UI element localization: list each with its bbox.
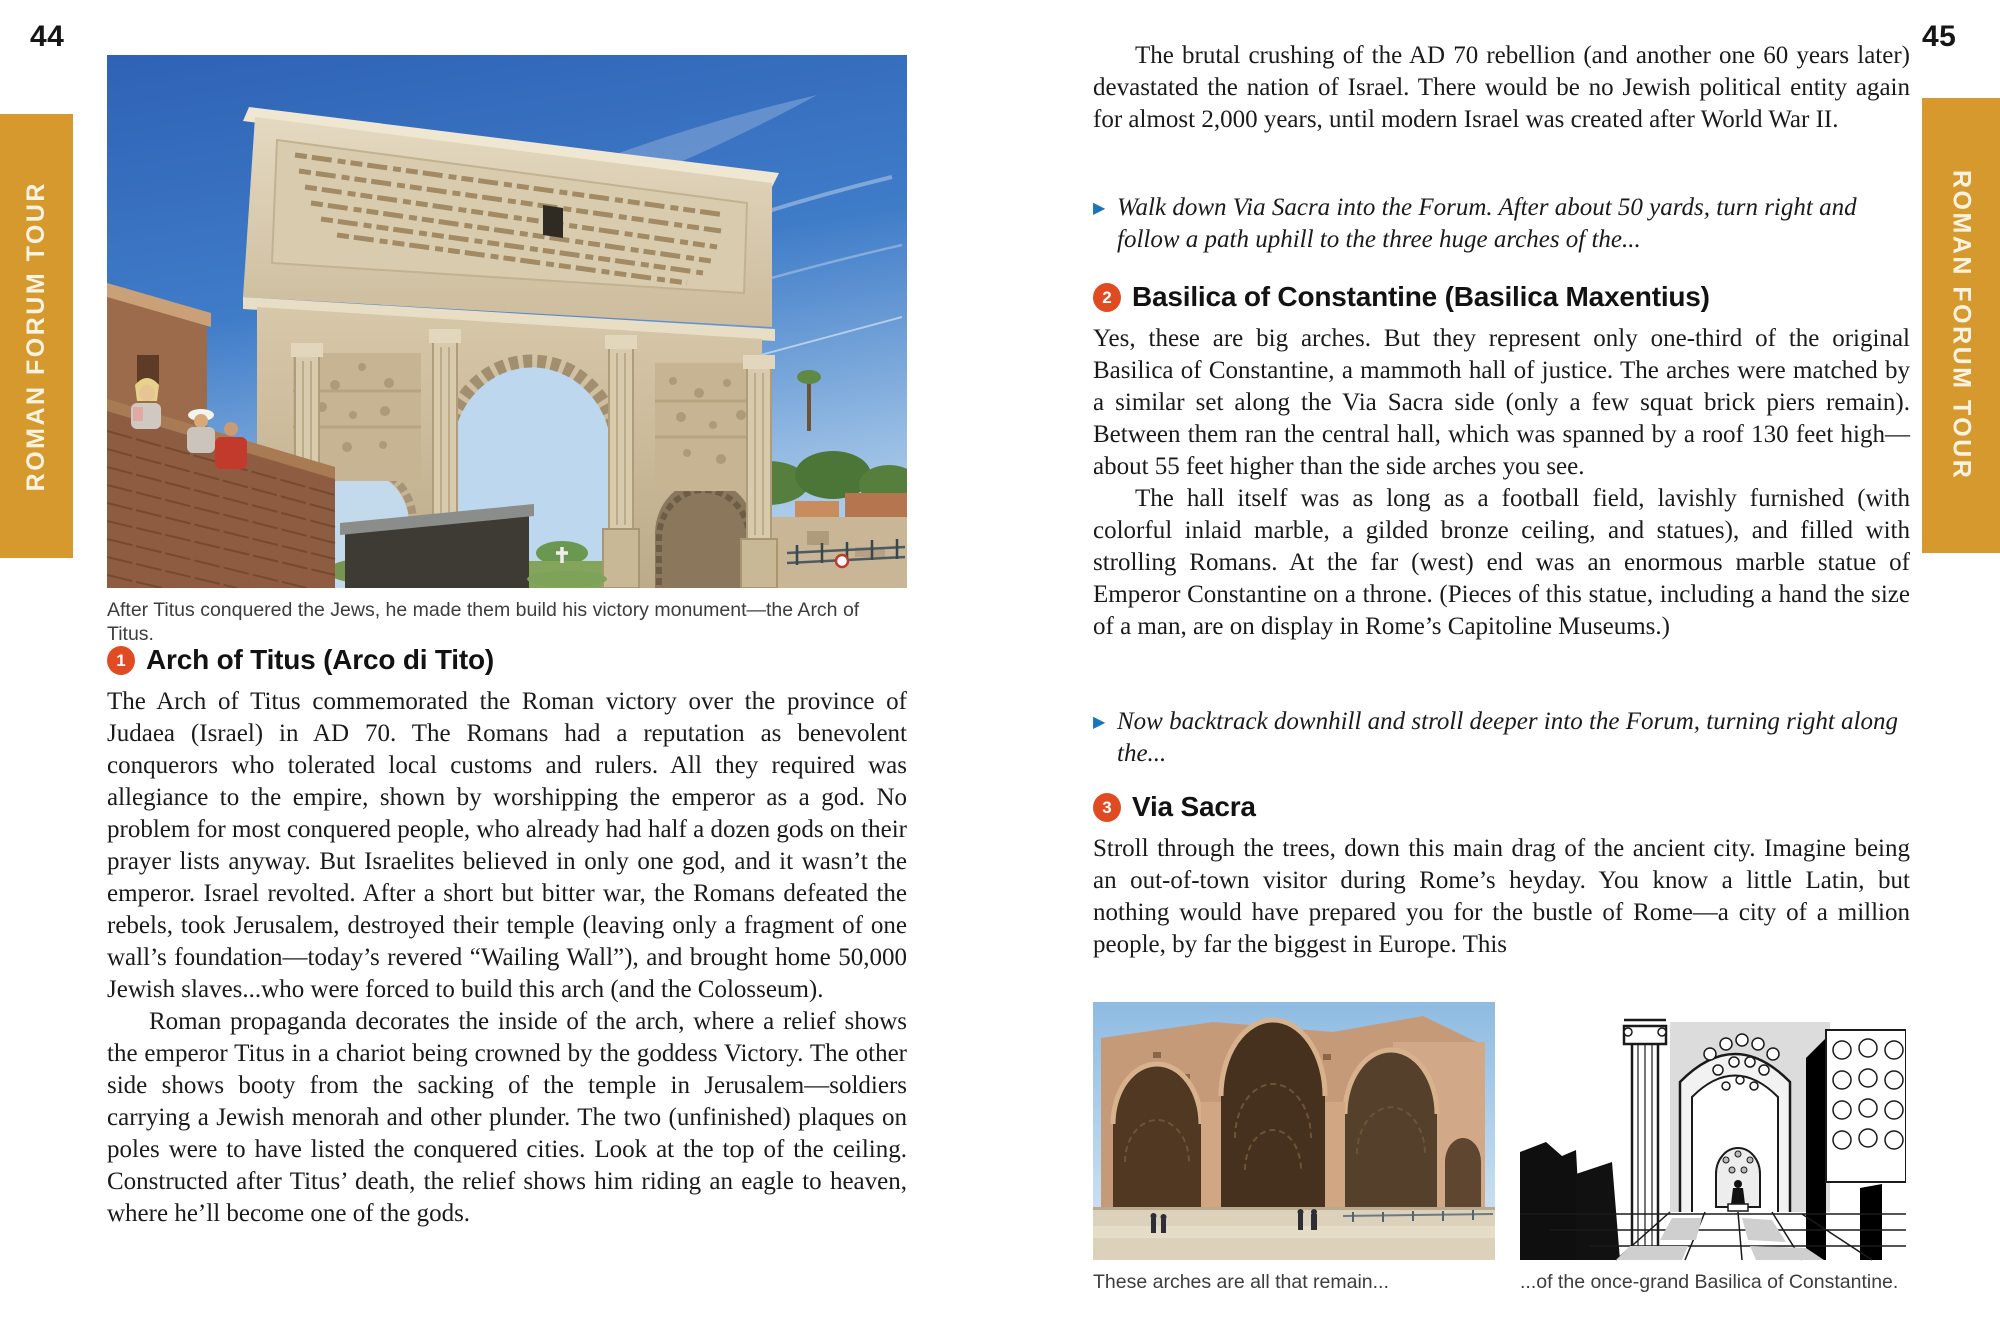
left-tab-label: ROMAN FORUM TOUR	[22, 180, 50, 492]
section-1-title: Arch of Titus (Arco di Tito)	[146, 644, 495, 675]
right-tab-roman-forum-tour	[1922, 98, 2000, 553]
section-1-heading	[107, 645, 907, 676]
walk-arrow-icon: ▶	[1093, 198, 1106, 217]
section-arch-of-titus	[107, 645, 907, 1230]
section-3-title: Via Sacra	[1132, 791, 1256, 822]
section-via-sacra	[1093, 792, 1910, 961]
section-3-paragraph-1: Stroll through the trees, down this main drag of the ancient city. Imagine being an out-of-town visitor during Rome’s heyday. You know a little Latin, but nothing would have prepared you for the bustle of Rome—a city of a million people, by far the biggest in Europe. This	[1093, 834, 1910, 958]
basilica-photo-caption: These arches are all that remain...	[1093, 1271, 1389, 1293]
right-tab-label: ROMAN FORUM TOUR	[1947, 170, 1976, 481]
section-1-paragraph-2: Roman propaganda decorates the inside of the arch, where a relief shows the emperor Titus in a chariot being crowned by the goddess Victory. The other side shows booty from the sacking of the temple in Jerusalem—soldiers carrying a Jewish menorah and other plunder. The two (unfinished) plaques on poles were to have listed the conquered cities. Look at the top of the ceiling. Constructed after Titus’ death, the relief shows him riding an eagle to heaven, where he’ll become one of the gods.	[107, 1007, 907, 1227]
step-2-badge-icon: 2	[1093, 283, 1121, 312]
section-2-paragraph-2: The hall itself was as long as a football field, lavishly furnished (with colorful inlaid marble, a gilded bronze ceiling, and statues), and filled with strolling Romans. At the far (west) end was an enormous marble statue of Emperor Constantine on a throne. (Pieces of this statue, including a hand the size of a man, are on display in Rome’s Capitoline Museums.)	[1093, 484, 1910, 640]
section-3-heading	[1093, 792, 1910, 823]
walking-direction-2	[1093, 706, 1910, 770]
page-number-left: 44	[30, 20, 65, 53]
basilica-arches-photo	[1093, 1000, 1495, 1262]
walking-direction-2-text: Now backtrack downhill and stroll deeper into the Forum, turning right along the...	[1117, 708, 1898, 767]
basilica-drawing-illustration	[1520, 1000, 1906, 1262]
basilica-drawing-caption: ...of the once-grand Basilica of Constantine.	[1520, 1271, 1899, 1293]
section-basilica-of-constantine	[1093, 282, 1910, 643]
arch-photo-caption: After Titus conquered the Jews, he made them build his victory monument—the Arch of Titus.	[107, 599, 860, 646]
walk-arrow-icon: ▶	[1093, 712, 1106, 731]
step-1-badge-icon: 1	[107, 646, 135, 675]
walking-direction-1-text: Walk down Via Sacra into the Forum. After about 50 yards, turn right and follow a path uphill to the three huge arches of the...	[1117, 194, 1857, 253]
arch-photo-illustration	[107, 55, 907, 588]
arch-of-titus-photo	[107, 55, 907, 588]
section-2-paragraph-1: Yes, these are big arches. But they represent only one-third of the original Basilica of Constantine, a mammoth hall of justice. The arches were matched by a similar set along the Via Sacra side (only a few squat brick piers remain). Between them ran the central hall, which was spanned by a roof 130 feet high—about 55 feet higher than the side arches you see.	[1093, 324, 1910, 480]
intro-paragraph: The brutal crushing of the AD 70 rebellion (and another one 60 years later) devastated the nation of Israel. There would be no Jewish political entity again for almost 2,000 years, until modern Israel was created after World War II.	[1093, 42, 1910, 133]
section-1-paragraph-1: The Arch of Titus commemorated the Roman victory over the province of Judaea (Israel) in AD 70. The Romans had a reputation as benevolent conquerors who tolerated local customs and rulers. All they required was allegiance to the empire, shown by worshipping the emperor as a god. No problem for most conquered people, who already had half a dozen gods on their prayer lists anyway. But Israelites believed in only one god, and it wasn’t the emperor. Israel revolted. After a short but bitter war, the Romans defeated the rebels, took Jerusalem, destroyed their temple (leaving only a fragment of one wall’s foundation—today’s revered “Wailing Wall”), and brought home 50,000 Jewish slaves...who were forced to build this arch (and the Colosseum).	[107, 687, 907, 1003]
basilica-photo-illustration	[1093, 1000, 1495, 1262]
step-3-badge-icon: 3	[1093, 793, 1121, 822]
section-2-title: Basilica of Constantine (Basilica Maxentius)	[1132, 281, 1710, 312]
left-tab-roman-forum-tour	[0, 114, 73, 558]
walking-direction-1	[1093, 192, 1910, 256]
section-2-heading	[1093, 282, 1910, 313]
basilica-reconstruction-drawing	[1520, 1000, 1906, 1262]
page-number-right: 45	[1922, 20, 1957, 53]
